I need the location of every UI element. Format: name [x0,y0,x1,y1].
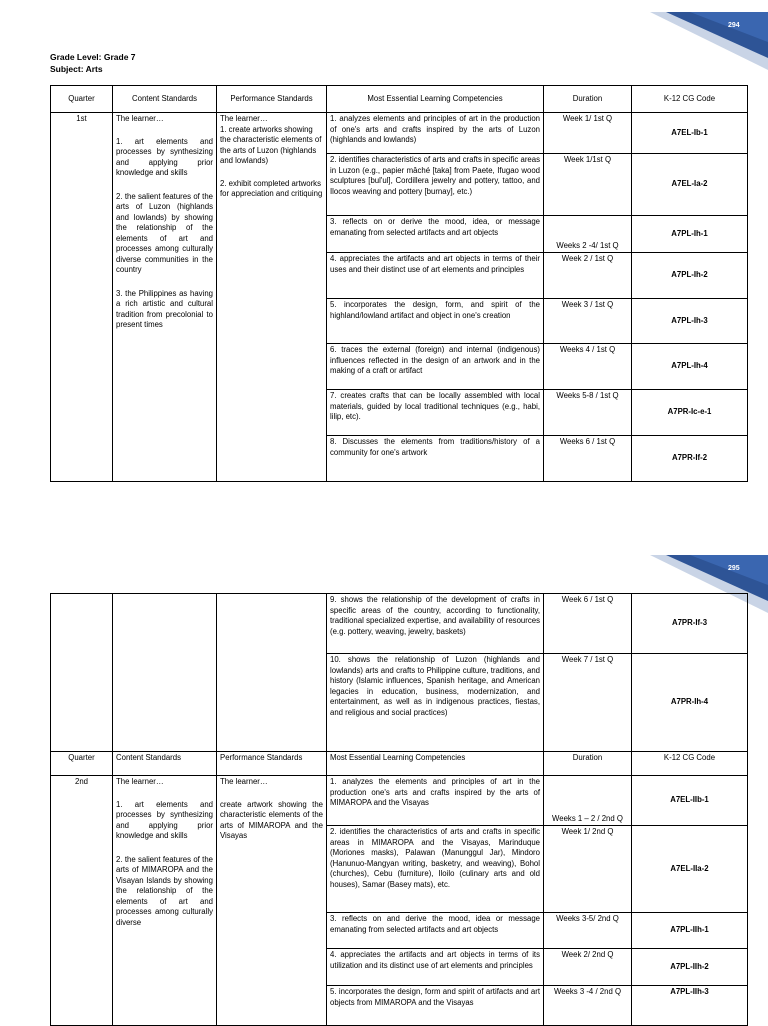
quarter-value: 2nd [74,777,88,786]
curriculum-table-page2 [50,593,748,1026]
content-item: 1. art elements and processes by synthesizing and applying prior knowledge and skills [116,136,213,177]
content-item: 3. the Philippines as having a rich artistic and cultural tradition from precolonial to present times [116,288,213,329]
competency-cell: 2. identifies the characteristics of arts and crafts in specific areas in MIMAROPA and the Visayas, Marinduque (Moriones masks), Palawan (Manunggul Jar), Mindoro (Hanunuo-Mangyan writing, basketry, and weaving), Bohol (churches), Cebu (furniture), Iloilo (culinary arts and old houses), Samar (Basey mats), etc. [327,826,544,913]
page-number: 294 [728,22,740,29]
competency-cell: 8. Discusses the elements from traditions/history of a community for one's artwork [327,436,544,482]
duration-cell: Weeks 3 -4 / 2nd Q [544,986,632,1026]
content-standards-cell [113,594,217,752]
duration-cell: Week 1/ 2nd Q [544,826,632,913]
competency-cell: 4. appreciates the artifacts and art objects in terms of their uses and their distinct use of art elements and principles [327,253,544,299]
header-performance-standards: Performance Standards [217,752,327,776]
header-code: K-12 CG Code [632,86,748,113]
duration-cell: Week 2 / 1st Q [544,253,632,299]
table-row [51,776,748,826]
code-cell: A7PL-IIh-3 [632,986,748,1026]
grade-level: Grade Level: Grade 7 [50,52,136,62]
duration-cell: Week 1/1st Q [544,154,632,216]
competency-cell: 4. appreciates the artifacts and art objects in terms of its utilization and its distinct use of art elements and principles [327,949,544,986]
competency-cell: 9. shows the relationship of the development of crafts in specific areas of the country, according to functionality, traditional specialized expertise, and availability of resources (e.g. pottery, weaving, jewelry, baskets) [327,594,544,654]
code-cell: A7PR-Ic-e-1 [632,390,748,436]
content-item: 1. art elements and processes by synthesizing and applying prior knowledge and skills [116,799,213,840]
duration-cell: Week 3 / 1st Q [544,299,632,344]
performance-standards-cell [217,594,327,752]
code-cell: A7PR-If-2 [632,436,748,482]
duration-cell: Week 1/ 1st Q [544,113,632,154]
duration-cell: Week 2/ 2nd Q [544,949,632,986]
code-cell: A7EL-Ia-2 [632,154,748,216]
competency-cell: 10. shows the relationship of Luzon (highlands and lowlands) arts and crafts to Philippine culture, traditions, and history (Islamic influences, Spanish heritage, and American legacies in education, business, modernization, and entertainment, as well as in indigenous practices, fiestas, and religious and social practices) [327,654,544,752]
performance-item: 1. create artworks showing the characteristic elements of the arts of Luzon (highlands and lowlands) [220,124,322,165]
table-row [51,113,748,154]
duration-cell: Week 7 / 1st Q [544,654,632,752]
code-cell: A7PL-Ih-2 [632,253,748,299]
quarter-cell [51,113,113,482]
content-item: 2. the salient features of the arts of Luzon (highlands and lowlands) by showing the relationship of the elements of art and processes among culturally diverse communities in the country [116,191,213,274]
performance-text: create artwork showing the characteristic elements of the arts of MIMAROPA and the Visayas [220,799,323,840]
performance-item: 2. exhibit completed artworks for appreciation and critiquing [220,178,323,198]
duration-cell: Weeks 2 -4/ 1st Q [544,216,632,253]
code-cell: A7EL-IIb-1 [632,776,748,826]
header-code: K-12 CG Code [632,752,748,776]
duration-cell: Weeks 4 / 1st Q [544,344,632,390]
performance-intro: The learner… [220,114,268,123]
duration-cell: Weeks 1 – 2 / 2nd Q [544,776,632,826]
quarter-cell [51,776,113,1026]
competency-cell: 1. analyzes the elements and principles of art in the production one's arts and crafts inspired by the arts of MIMAROPA and the Visayas [327,776,544,826]
header-performance-standards: Performance Standards [217,86,327,113]
code-cell: A7PR-If-3 [632,594,748,654]
page-corner-decoration [650,12,768,70]
header-competencies: Most Essential Learning Competencies [327,86,544,113]
code-cell: A7PR-Ih-4 [632,654,748,752]
header-duration: Duration [544,752,632,776]
performance-standards-cell [217,113,327,482]
content-item: 2. the salient features of the arts of MIMAROPA and the Visayan Islands by showing the relationship of the elements of art and processes among culturally diverse [116,854,213,927]
competency-cell: 5. incorporates the design, form and spirit of artifacts and art objects from MIMAROPA and the Visayas [327,986,544,1026]
header-content-standards: Content Standards [113,86,217,113]
duration-cell: Week 6 / 1st Q [544,594,632,654]
content-standards-cell [113,776,217,1026]
competency-cell: 7. creates crafts that can be locally assembled with local materials, guided by local traditional techniques (e.g., habi, lilip, etc). [327,390,544,436]
header-quarter: Quarter [51,86,113,113]
code-cell: A7EL-IIa-2 [632,826,748,913]
header-duration: Duration [544,86,632,113]
duration-cell: Weeks 3-5/ 2nd Q [544,913,632,949]
table-header-row [51,752,748,776]
duration-cell: Weeks 5-8 / 1st Q [544,390,632,436]
header-competencies: Most Essential Learning Competencies [327,752,544,776]
performance-intro: The learner… [220,777,268,786]
subject: Subject: Arts [50,64,103,74]
code-cell: A7PL-IIh-1 [632,913,748,949]
performance-standards-cell [217,776,327,1026]
page-number: 295 [728,565,740,572]
code-cell: A7PL-Ih-1 [632,216,748,253]
content-standards-cell [113,113,217,482]
quarter-value: 1st [76,114,87,123]
competency-cell: 3. reflects on and derive the mood, idea or message emanating from selected artifacts and art objects [327,913,544,949]
code-cell: A7PL-Ih-3 [632,299,748,344]
content-intro: The learner… [116,114,164,123]
table-header-row [51,86,748,113]
competency-cell: 2. identifies characteristics of arts and crafts in specific areas in Luzon (e.g., papier mâché [taka] from Paete, Ifugao wood sculptures [bul'ul], Cordillera jewelry and pottery, tattoo, and Ilocos weaving and pottery [burnay], etc.) [327,154,544,216]
quarter-cell [51,594,113,752]
code-cell: A7EL-Ib-1 [632,113,748,154]
competency-cell: 6. traces the external (foreign) and internal (indigenous) influences reflected in the design of an artwork and in the making of a craft or artifact [327,344,544,390]
header-quarter: Quarter [51,752,113,776]
code-cell: A7PL-IIh-2 [632,949,748,986]
competency-cell: 1. analyzes elements and principles of art in the production of one's arts and crafts inspired by the arts of Luzon (highlands and lowlands) [327,113,544,154]
competency-cell: 5. incorporates the design, form, and spirit of the highland/lowland artifact and object in one's creation [327,299,544,344]
duration-cell: Weeks 6 / 1st Q [544,436,632,482]
header-content-standards: Content Standards [113,752,217,776]
competency-cell: 3. reflects on or derive the mood, idea, or message emanating from selected artifacts and art objects [327,216,544,253]
curriculum-table-page1 [50,85,748,482]
content-intro: The learner… [116,777,164,786]
table-row [51,594,748,654]
code-cell: A7PL-Ih-4 [632,344,748,390]
